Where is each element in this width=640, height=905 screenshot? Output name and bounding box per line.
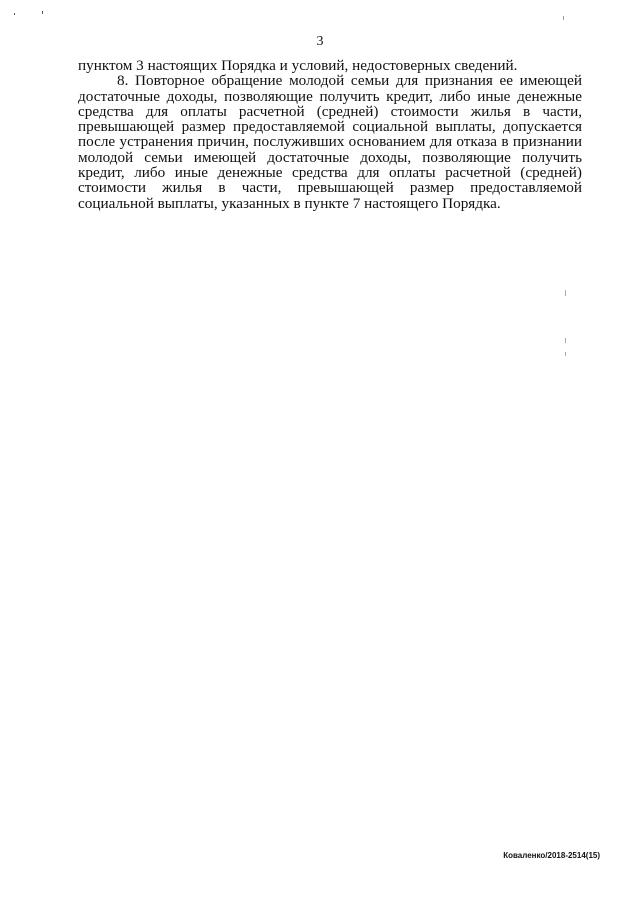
document-body: [78, 58, 582, 211]
page-number: 3: [316, 34, 324, 49]
scan-speck: [14, 13, 15, 15]
scan-speck: [563, 16, 564, 20]
scan-speck: [565, 338, 566, 343]
scan-speck: [42, 11, 43, 14]
scan-speck: [565, 352, 566, 356]
paragraph-8: 8. Повторное обращение молодой семьи для признания ее имеющей достаточные доходы, позволяющие получить кредит, либо иные денежные средства для оплаты расчетной (средней) стоимости жилья в части, превышающей размер предоставляемой социальной выплаты, допускается после устранения причин, послуживших основанием для отказа в признании молодой семьи имеющей достаточные доходы, позволяющие получить кредит, либо иные денежные средства для оплаты расчетной (средней) стоимости жилья в части, превышающей размер предоставляемой социальной выплаты, указанных в пункте 7 настоящего Порядка.: [78, 72, 582, 212]
continuation-line: пунктом 3 настоящих Порядка и условий, недостоверных сведений.: [78, 57, 518, 74]
document-registration-code: Коваленко/2018-2514(15): [503, 851, 600, 860]
scan-speck: [565, 290, 566, 296]
